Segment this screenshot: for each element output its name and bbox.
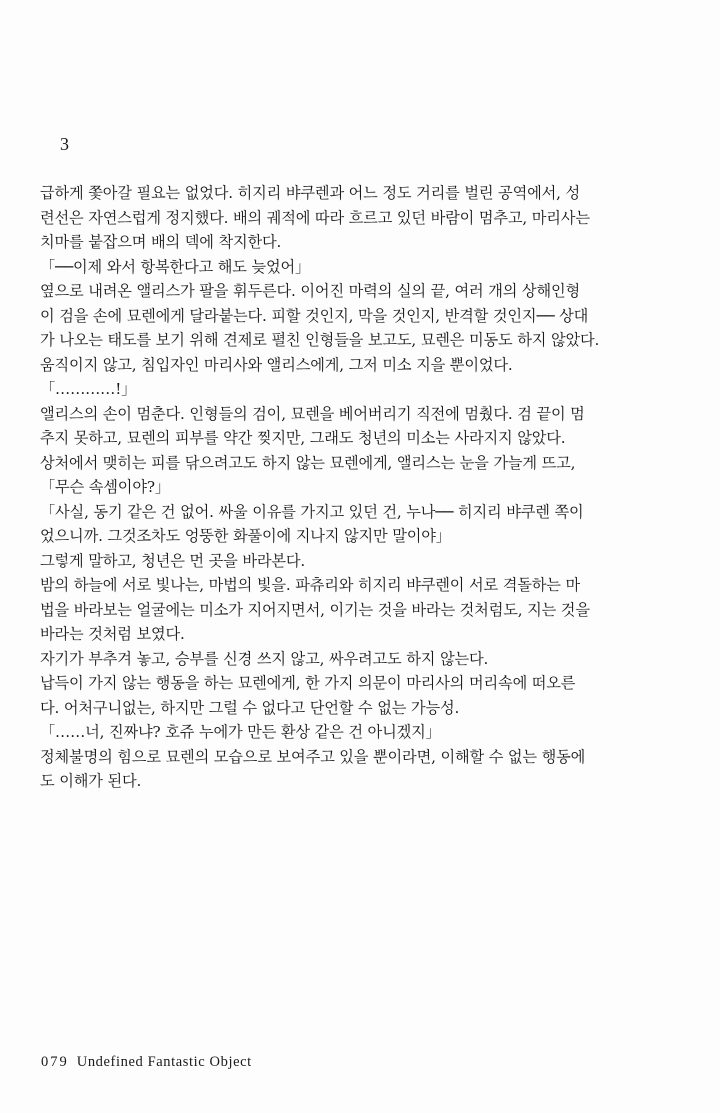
text-line: 다. 어처구니없는, 하지만 그럴 수 없다고 단언할 수 없는 가능성. xyxy=(40,698,460,717)
text-line: 밤의 하늘에 서로 빛나는, 마법의 빛을. 파츄리와 히지리 뱌쿠렌이 서로 격돌하는 마 xyxy=(40,576,581,594)
text-line: 「…………!」 xyxy=(40,380,137,398)
text-line: 법을 바라보는 얼굴에는 미소가 지어지면서, 이기는 것을 바라는 것처럼도, 지는 것을 xyxy=(40,600,590,619)
text-line: 이 검을 손에 묘렌에게 달라붙는다. 피할 것인지, 막을 것인지, 반격할 것인지── 상대 xyxy=(40,306,589,325)
text-line: 움직이지 않고, 침입자인 마리사와 앨리스에게, 그저 미소 지을 뿐이었다. xyxy=(40,355,513,374)
text-line: 가 나오는 태도를 보기 위해 견제로 펼친 인형들을 보고도, 묘렌은 미동도 하지 않았다. xyxy=(40,331,600,349)
chapter-number: 3 xyxy=(60,134,69,154)
text-line: 추지 못하고, 묘렌의 피부를 약간 찢지만, 그래도 청년의 미소는 사라지지 않았다. xyxy=(40,429,566,447)
text-line: 「──이제 와서 항복한다고 해도 늦었어」 xyxy=(40,257,311,276)
text-line: 「……너, 진짜냐? 호쥬 누에가 만든 환상 같은 건 아니겠지」 xyxy=(40,723,441,741)
text-line: 치마를 붙잡으며 배의 덱에 착지한다. xyxy=(40,233,282,251)
text-line: 자기가 부추겨 놓고, 승부를 신경 쓰지 않고, 싸우려고도 하지 않는다. xyxy=(40,649,489,668)
text-line: 바라는 것처럼 보였다. xyxy=(40,625,185,643)
text-line: 상처에서 맺히는 피를 닦으려고도 하지 않는 묘렌에게, 앨리스는 눈을 가늘게 뜨고, xyxy=(40,453,576,472)
text-line: 납득이 가지 않는 행동을 하는 묘렌에게, 한 가지 의문이 마리사의 머리속에 떠오른 xyxy=(40,674,576,692)
text-line: 「무슨 속셈이야?」 xyxy=(40,478,170,496)
book-title: Undefined Fantastic Object xyxy=(76,1054,252,1070)
text-line: 그렇게 말하고, 청년은 먼 곳을 바라본다. xyxy=(40,551,306,570)
text-line: 옆으로 내려온 앨리스가 팔을 휘두른다. 이어진 마력의 실의 끝, 여러 개의 상해인형 xyxy=(40,282,581,300)
text-line: 정체불명의 힘으로 묘렌의 모습으로 보여주고 있을 뿐이라면, 이해할 수 없는 행동에 xyxy=(40,747,586,766)
text-line: 련선은 자연스럽게 정지했다. 배의 궤적에 따라 흐르고 있던 바람이 멈추고, 마리사는 xyxy=(40,208,590,227)
text-line: 도 이해가 된다. xyxy=(40,772,142,790)
text-line: 었으니까. 그것조차도 엉뚱한 화풀이에 지나지 않지만 말이야」 xyxy=(40,527,451,545)
page-number: 079 xyxy=(41,1054,69,1070)
body-text xyxy=(40,181,686,794)
text-line: 「사실, 동기 같은 건 없어. 싸울 이유를 가지고 있던 건, 누나── 히지리 뱌쿠렌 쪽이 xyxy=(40,502,584,521)
text-line: 급하게 쫓아갈 필요는 없었다. 히지리 뱌쿠렌과 어느 정도 거리를 벌린 공역에서, 성 xyxy=(40,184,581,202)
page-footer xyxy=(41,1051,252,1073)
text-line: 앨리스의 손이 멈춘다. 인형들의 검이, 묘렌을 베어버리기 직전에 멈췄다. 검 끝이 멈 xyxy=(40,404,585,423)
